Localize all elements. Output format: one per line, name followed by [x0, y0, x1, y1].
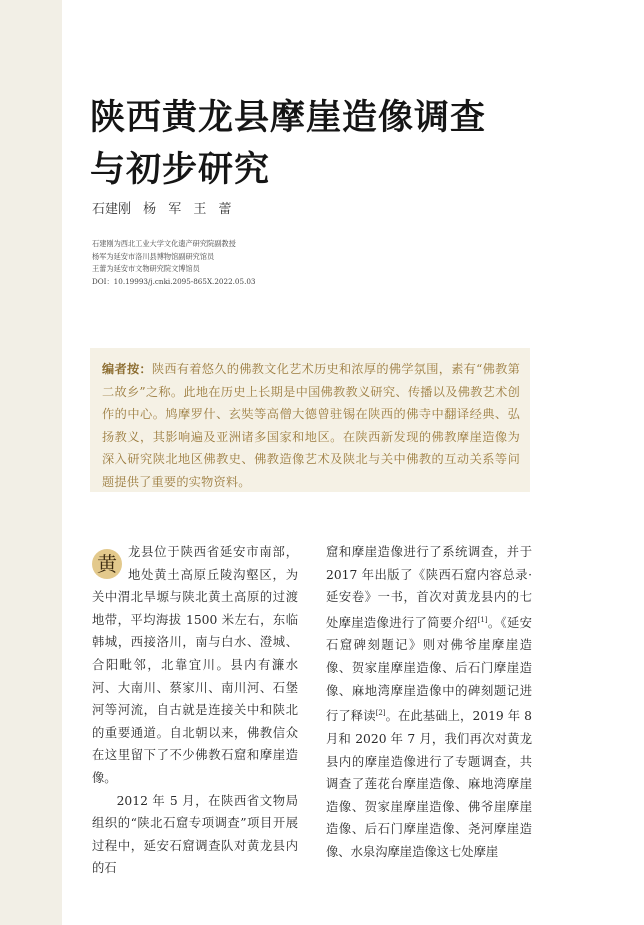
citation-ref: [2] — [375, 709, 386, 718]
paragraph-text: 。《延安石窟碑刻题记》则对佛爷崖摩崖造像、贺家崖摩崖造像、后石门摩崖造像、麻地湾摩崖造像中的碑刻题记进行了释读 — [326, 615, 532, 724]
editor-note — [102, 358, 520, 493]
affiliation-line: 王蕾为延安市文物研究院文博馆员 — [92, 264, 200, 273]
paragraph-text: 。在此基础上，2019 年 8 月和 2020 年 7 月，我们再次对黄龙县内的摩崖造像进行了专题调查，共调查了莲花台摩崖造像、麻地湾摩崖造像、贺家崖摩崖造像、佛爷崖摩崖造像、后石门摩崖造像、尧河摩崖造像、水泉沟摩崖造像这七处摩崖 — [326, 709, 532, 859]
doi-line: DOI：10.19993/j.cnki.2095-865X.2022.05.03 — [92, 276, 256, 286]
body-paragraph: 2012 年 5 月，在陕西省文物局组织的“陕北石窟专项调查”项目开展过程中，延安石窟调查队对黄龙县内的石 — [92, 793, 298, 876]
affiliation-line: 杨军为延安市洛川县博物馆副研究馆员 — [92, 251, 215, 261]
editor-note-label: 编者按： — [102, 362, 152, 376]
title-line-2: 与初步研究 — [90, 150, 271, 190]
body-column-left — [92, 541, 298, 880]
editor-note-text: 陕西有着悠久的佛教文化艺术历史和浓厚的佛学氛围，素有“佛教第二故乡”之称。此地在历史上长期是中国佛教教义研究、传播以及佛教艺术创作的中心。鸠摩罗什、玄奘等高僧大德曾驻锡在陕西的佛寺中翻译经典、弘扬教义，其影响遍及亚洲诸多国家和地区。在陕西新发现的佛教摩崖造像为深入研究陕北地区佛教史、佛教造像艺术及陕北与关中佛教的互动关系等问题提供了重要的实物资料。 — [102, 362, 520, 489]
left-margin-strip — [0, 0, 62, 925]
title-line-1: 陕西黄龙县摩崖造像调查 — [90, 98, 487, 138]
author-list: 石建刚 杨 军 王 蕾 — [92, 202, 232, 217]
body-paragraph — [92, 541, 298, 790]
body-paragraph — [326, 541, 532, 864]
paragraph-text: 龙县位于陕西省延安市南部，地处黄土高原丘陵沟壑区，为关中渭北旱塬与陕北黄土高原的过渡地带，平均海拔 1500 米左右，东临韩城，西接洛川，南与白水、澄城、合阳毗邻，北靠宜川。县内有濂水河、大南川、蔡家川、南川河、石堡河等河流，自古就是连接关中和陕北的重要通道。自北朝以来，佛教信众在这里留下了不少佛教石窟和摩崖造像。 — [92, 545, 298, 785]
paragraph-text: 窟和摩崖造像进行了系统调查，并于 2017 年出版了《陕西石窟内容总录·延安卷》一书，首次对黄龙县内的七处摩崖造像进行了简要介绍 — [326, 545, 532, 630]
editor-note-box — [90, 348, 530, 492]
citation-ref: [1] — [477, 615, 488, 624]
affiliations — [92, 238, 256, 288]
drop-cap: 黄 — [92, 549, 122, 579]
article-title — [90, 92, 610, 196]
body-column-right — [326, 541, 532, 864]
affiliation-line: 石建刚为西北工业大学文化遗产研究院副教授 — [92, 239, 236, 248]
